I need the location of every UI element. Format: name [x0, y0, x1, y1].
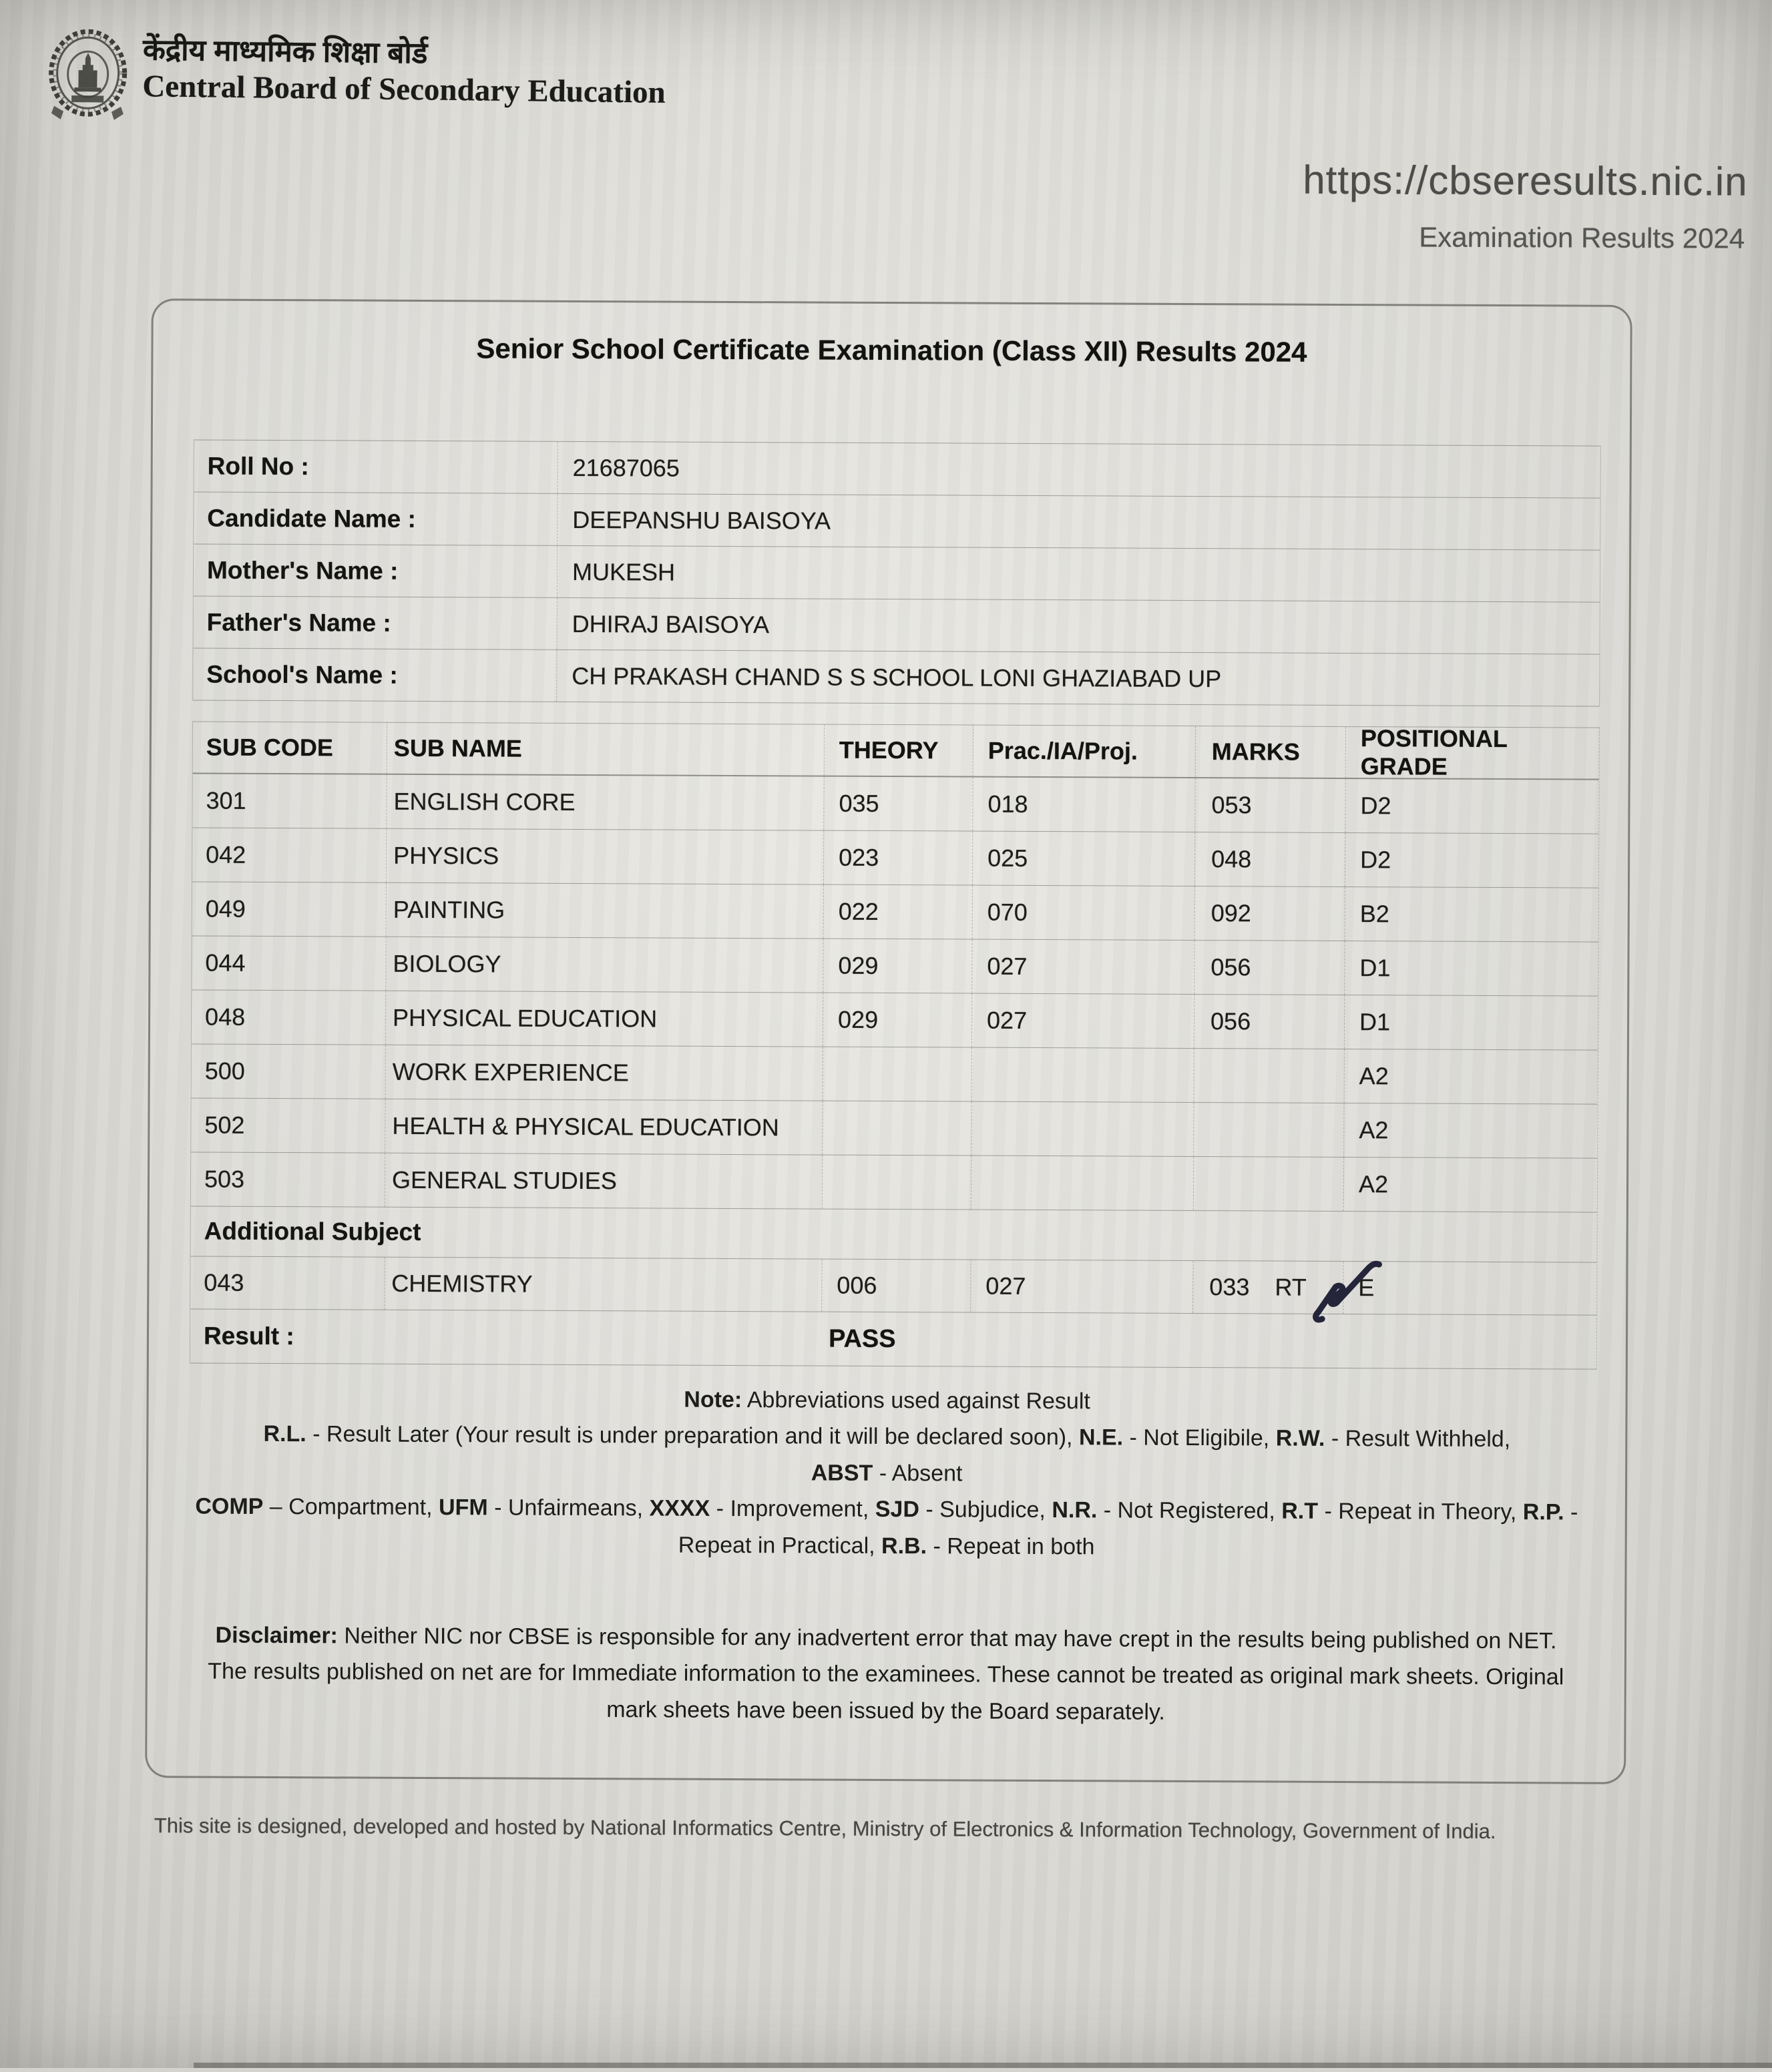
note-section [148, 1379, 1626, 1567]
abbr-desc: - Improvement, [710, 1496, 875, 1523]
cell-grade: E [1343, 1262, 1596, 1315]
result-label: Result : [203, 1322, 294, 1350]
cell-sub-code: 502 [204, 1111, 245, 1139]
info-value: DEEPANSHU BAISOYA [557, 494, 1600, 550]
cell-theory [823, 1047, 971, 1101]
table-row [192, 990, 1598, 1050]
abbr: COMP [195, 1493, 264, 1520]
info-row-school-name [193, 648, 1599, 706]
cell-grade: A2 [1343, 1103, 1597, 1158]
info-value: CH PRAKASH CHAND S S SCHOOL LONI GHAZIABAD UP [556, 650, 1599, 706]
cell-practical [971, 1048, 1194, 1102]
note-lead: Note: [684, 1386, 742, 1413]
abbr: N.E. [1078, 1424, 1124, 1451]
abbr: R.T [1281, 1498, 1319, 1525]
cell-practical [971, 1156, 1193, 1210]
header-sub-name: SUB NAME [387, 723, 824, 776]
note-line-abst [179, 1452, 1594, 1495]
cell-theory: 023 [823, 831, 972, 885]
abbr-desc: - Repeat in Theory, [1317, 1499, 1523, 1525]
cell-practical: 027 [970, 1260, 1192, 1313]
cell-grade: D2 [1345, 833, 1598, 888]
table-row [192, 828, 1598, 888]
table-row [192, 1044, 1598, 1104]
cell-marks: 053 [1194, 778, 1345, 832]
cell-sub-name: GENERAL STUDIES [385, 1153, 822, 1209]
cell-grade: D1 [1344, 995, 1598, 1050]
header-theory: THEORY [824, 725, 973, 776]
info-value: 21687065 [558, 442, 1600, 498]
abbr-desc: - Not Eligibile, [1123, 1424, 1276, 1451]
result-value: PASS [828, 1324, 896, 1353]
board-name-english: Central Board of Secondary Education [142, 69, 666, 110]
cell-grade: A2 [1343, 1157, 1597, 1212]
cell-practical: 027 [971, 940, 1194, 994]
handwritten-check-icon [1308, 1254, 1389, 1334]
cell-sub-code: 301 [206, 786, 246, 814]
candidate-info-table [192, 439, 1601, 706]
cell-practical: 025 [972, 832, 1194, 886]
cell-sub-name: CHEMISTRY [384, 1258, 821, 1312]
abbr: N.R. [1052, 1497, 1098, 1523]
abbr-desc: - Result Later (Your result is under preparation and it will be declared soon), [306, 1421, 1080, 1451]
abbr: UFM [438, 1495, 488, 1521]
info-label: Mother's Name : [206, 556, 399, 585]
note-line-2 [179, 1489, 1594, 1567]
footer-text: This site is designed, developed and hosted by National Informatics Centre, Ministry of Electronics & Information Technology, Government of India. [154, 1814, 1496, 1843]
info-label: Candidate Name : [207, 504, 416, 533]
cbse-emblem-icon [47, 26, 129, 124]
header-practical: Prac./IA/Proj. [973, 726, 1195, 777]
cell-theory [822, 1155, 971, 1210]
cell-sub-code: 049 [205, 894, 246, 923]
cell-sub-code: 048 [205, 1003, 246, 1031]
info-value: DHIRAJ BAISOYA [557, 598, 1600, 654]
info-label: School's Name : [206, 660, 398, 689]
info-row-father-name [194, 596, 1600, 654]
abbr: R.L. [263, 1421, 306, 1447]
cell-sub-code: 043 [204, 1268, 244, 1296]
disclaimer-lead: Disclaimer: [215, 1622, 339, 1649]
abbr-desc: - Repeat in both [927, 1533, 1095, 1559]
cell-theory: 006 [821, 1260, 970, 1312]
disclaimer-body: Neither NIC nor CBSE is responsible for any inadvertent error that may have crept in the results being published on NET. The results published on net are for Immediate information to the examinees. These cannot be treated as original mark sheets. Original mark sheets have been issued by the Board separately. [208, 1623, 1564, 1725]
cell-theory [822, 1101, 971, 1155]
cell-marks: 092 [1194, 886, 1345, 941]
abbr-desc: - Absent [873, 1460, 963, 1487]
note-line-1 [179, 1416, 1594, 1459]
abbr: R.B. [881, 1533, 927, 1559]
info-value: MUKESH [557, 546, 1600, 602]
note-heading [179, 1379, 1594, 1422]
abbr-desc: - Unfairmeans, [487, 1495, 650, 1521]
header-sub-code: SUB CODE [206, 733, 333, 762]
abbr-desc: - Subjudice, [919, 1497, 1052, 1523]
cell-grade: D1 [1344, 941, 1598, 996]
cell-sub-name: PHYSICAL EDUCATION [385, 991, 823, 1047]
header-marks: MARKS [1195, 726, 1345, 778]
info-row-roll-no [194, 440, 1600, 498]
cell-practical [971, 1102, 1193, 1156]
cell-theory: 029 [823, 939, 971, 993]
cell-theory: 022 [823, 885, 972, 939]
cell-sub-name: BIOLOGY [385, 937, 823, 993]
abbr-desc: – Compartment, [263, 1494, 439, 1521]
cell-grade: A2 [1344, 1049, 1598, 1104]
abbr: R.P. [1522, 1499, 1564, 1525]
cell-marks: 056 [1194, 995, 1344, 1049]
abbr: XXXX [649, 1495, 710, 1522]
cell-sub-name: ENGLISH CORE [386, 775, 823, 830]
photo-bottom-edge [194, 2063, 1772, 2068]
cell-practical: 070 [972, 886, 1194, 940]
table-row [191, 1098, 1597, 1158]
cell-practical: 018 [972, 778, 1194, 832]
abbr: R.W. [1275, 1425, 1325, 1452]
site-url: https://cbseresults.nic.in [1303, 157, 1748, 204]
abbr-desc: - Repeat in Practical, [678, 1499, 1578, 1559]
table-row [192, 936, 1598, 996]
info-label: Father's Name : [206, 608, 391, 637]
disclaimer-section [147, 1617, 1624, 1732]
cell-sub-code: 500 [204, 1057, 245, 1085]
marks-value: 033 [1209, 1273, 1250, 1301]
cell-marks: 048 [1194, 832, 1345, 886]
cell-sub-name: PHYSICS [386, 829, 823, 884]
table-row [192, 882, 1598, 942]
info-row-mother-name [194, 544, 1600, 602]
table-row [191, 1152, 1597, 1212]
cell-marks [1193, 1103, 1343, 1157]
cell-sub-name: HEALTH & PHYSICAL EDUCATION [385, 1099, 822, 1155]
abbr: SJD [875, 1497, 920, 1523]
cell-sub-code: 042 [206, 840, 246, 868]
info-label: Roll No : [207, 452, 309, 480]
cell-theory: 029 [823, 993, 971, 1047]
site-subtitle: Examination Results 2024 [1419, 221, 1745, 254]
cell-grade: B2 [1345, 887, 1598, 942]
cell-marks: 056 [1194, 941, 1344, 995]
card-title: Senior School Certificate Examination (Class XII) Results 2024 [476, 332, 1307, 368]
abbr-desc: - Not Registered, [1097, 1497, 1282, 1524]
header-positional-grade: POSITIONAL GRADE [1345, 727, 1599, 779]
abbr: ABST [811, 1460, 873, 1486]
abbr-desc: - Result Withheld, [1325, 1426, 1511, 1453]
cell-marks [1193, 1157, 1343, 1211]
cell-theory: 035 [823, 777, 972, 831]
board-name-hindi: केंद्रीय माध्यमिक शिक्षा बोर्ड [142, 33, 428, 70]
result-card [145, 298, 1632, 1784]
cell-sub-name: WORK EXPERIENCE [385, 1045, 823, 1101]
cell-grade: D2 [1345, 779, 1598, 834]
additional-subject-label: Additional Subject [191, 1206, 1597, 1262]
table-row [192, 774, 1598, 834]
cell-sub-code: 044 [205, 949, 246, 977]
cell-sub-code: 503 [204, 1165, 245, 1193]
info-row-candidate-name [194, 492, 1600, 550]
cell-marks [1194, 1049, 1344, 1103]
cell-sub-name: PAINTING [386, 883, 823, 939]
marks-flag-rt: RT [1275, 1273, 1307, 1301]
note-lead-rest: Abbreviations used against Result [742, 1387, 1090, 1414]
marks-table-header-row [193, 722, 1599, 780]
cell-practical: 027 [971, 994, 1194, 1048]
